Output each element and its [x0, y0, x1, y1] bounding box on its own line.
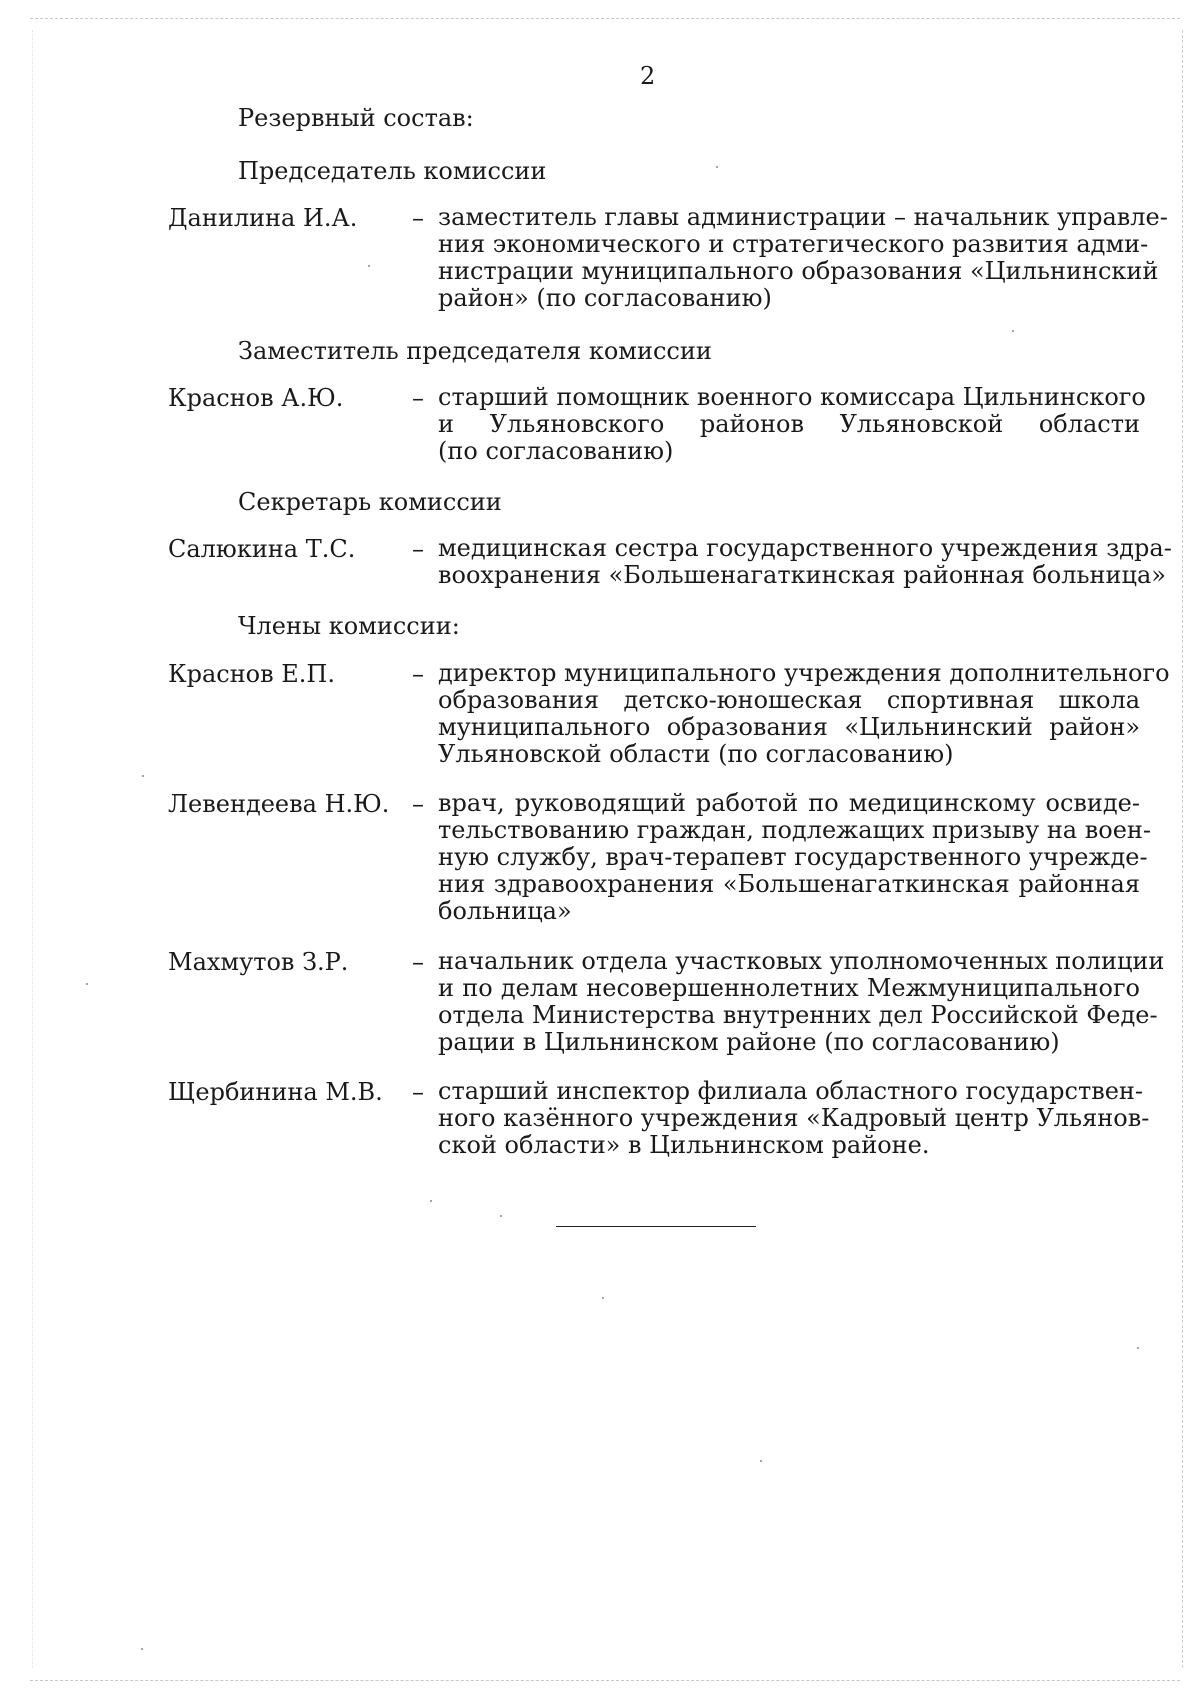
person-desc-salyukina: [438, 534, 1172, 589]
scan-speck: [368, 265, 370, 267]
dash: –: [412, 384, 424, 412]
desc-line: врач, руководящий работой по медицинскому освиде-: [438, 789, 1140, 817]
desc-line: ную службу, врач-терапевт государственного учрежде-: [438, 843, 1148, 871]
person-desc-krasnov-au: [438, 383, 1146, 465]
desc-line: медицинская сестра государственного учреждения здра-: [438, 534, 1172, 562]
person-desc-shcherbinina: [438, 1077, 1150, 1159]
desc-line: Ульяновской области (по согласованию): [438, 740, 954, 768]
desc-line: старший инспектор филиала областного государствен-: [438, 1077, 1144, 1105]
end-rule: [556, 1226, 756, 1227]
desc-line: муниципального образования «Цильнинский район»: [438, 713, 1140, 741]
scan-speck: [602, 1297, 604, 1299]
dash: –: [412, 535, 424, 563]
person-name-krasnov-ep: Краснов Е.П.: [168, 660, 335, 688]
scan-speck: [1137, 1347, 1139, 1349]
desc-line: тельствованию граждан, подлежащих призыву на воен-: [438, 816, 1152, 844]
dash: –: [412, 948, 424, 976]
person-desc-makhmutov: [438, 947, 1165, 1056]
desc-line: район» (по согласованию): [438, 284, 772, 312]
scan-speck: [141, 1648, 143, 1650]
scan-speck: [500, 1215, 502, 1217]
desc-line: воохранения «Большенагаткинская районная больница»: [438, 561, 1166, 589]
page-number: 2: [640, 62, 656, 90]
dash: –: [412, 1078, 424, 1106]
desc-line: отдела Министерства внутренних дел Российской Феде-: [438, 1001, 1158, 1029]
desc-line: нистрации муниципального образования «Цильнинский: [438, 257, 1159, 285]
person-name-shcherbinina: Щербинина М.В.: [168, 1078, 383, 1106]
desc-line: и Ульяновского районов Ульяновской области: [438, 410, 1140, 438]
desc-line: начальник отдела участковых уполномоченных полиции: [438, 947, 1165, 975]
reserve-heading: Резервный состав:: [238, 104, 474, 132]
person-name-danilina: Данилина И.А.: [168, 204, 358, 232]
scan-edge-top: [30, 18, 1180, 19]
scan-speck: [716, 166, 718, 168]
person-name-makhmutov: Махмутов З.Р.: [168, 948, 349, 976]
scan-edge-right: [1182, 30, 1183, 1668]
scan-edge-left: [32, 30, 33, 1668]
person-name-krasnov-au: Краснов А.Ю.: [168, 384, 344, 412]
desc-line: ного казённого учреждения «Кадровый центр Ульянов-: [438, 1104, 1150, 1132]
dash: –: [412, 790, 424, 818]
dash: –: [412, 660, 424, 688]
desc-line: ской области» в Цильнинском районе.: [438, 1131, 930, 1159]
desc-line: рации в Цильнинском районе (по согласованию): [438, 1028, 1060, 1056]
desc-line: образования детско-юношеская спортивная школа: [438, 686, 1140, 714]
desc-line: ния здравоохранения «Большенагаткинская районная: [438, 870, 1140, 898]
person-desc-levendeeva: [438, 789, 1152, 925]
desc-line: ния экономического и стратегического развития адми-: [438, 230, 1149, 258]
desc-line: больница»: [438, 897, 572, 925]
section-chairman: Председатель комиссии: [238, 157, 547, 185]
desc-line: заместитель главы администрации – начальник управле-: [438, 203, 1168, 231]
scan-speck: [142, 775, 144, 777]
scan-speck: [86, 983, 88, 985]
section-deputy: Заместитель председателя комиссии: [238, 337, 712, 365]
person-name-salyukina: Салюкина Т.С.: [168, 535, 356, 563]
scan-speck: [760, 1460, 762, 1462]
desc-line: старший помощник военного комиссара Цильнинского: [438, 383, 1146, 411]
scan-speck: [430, 1200, 432, 1202]
desc-line: и по делам несовершеннолетних Межмуниципального: [438, 974, 1140, 1002]
person-desc-danilina: [438, 203, 1168, 312]
person-desc-krasnov-ep: [438, 659, 1170, 768]
person-name-levendeeva: Левендеева Н.Ю.: [168, 790, 390, 818]
desc-line: (по согласованию): [438, 437, 674, 465]
desc-line: директор муниципального учреждения дополнительного: [438, 659, 1170, 687]
section-secretary: Секретарь комиссии: [238, 488, 502, 516]
dash: –: [412, 204, 424, 232]
scan-speck: [1012, 330, 1014, 332]
section-members: Члены комиссии:: [238, 612, 460, 640]
scan-edge-bottom: [30, 1680, 1180, 1681]
